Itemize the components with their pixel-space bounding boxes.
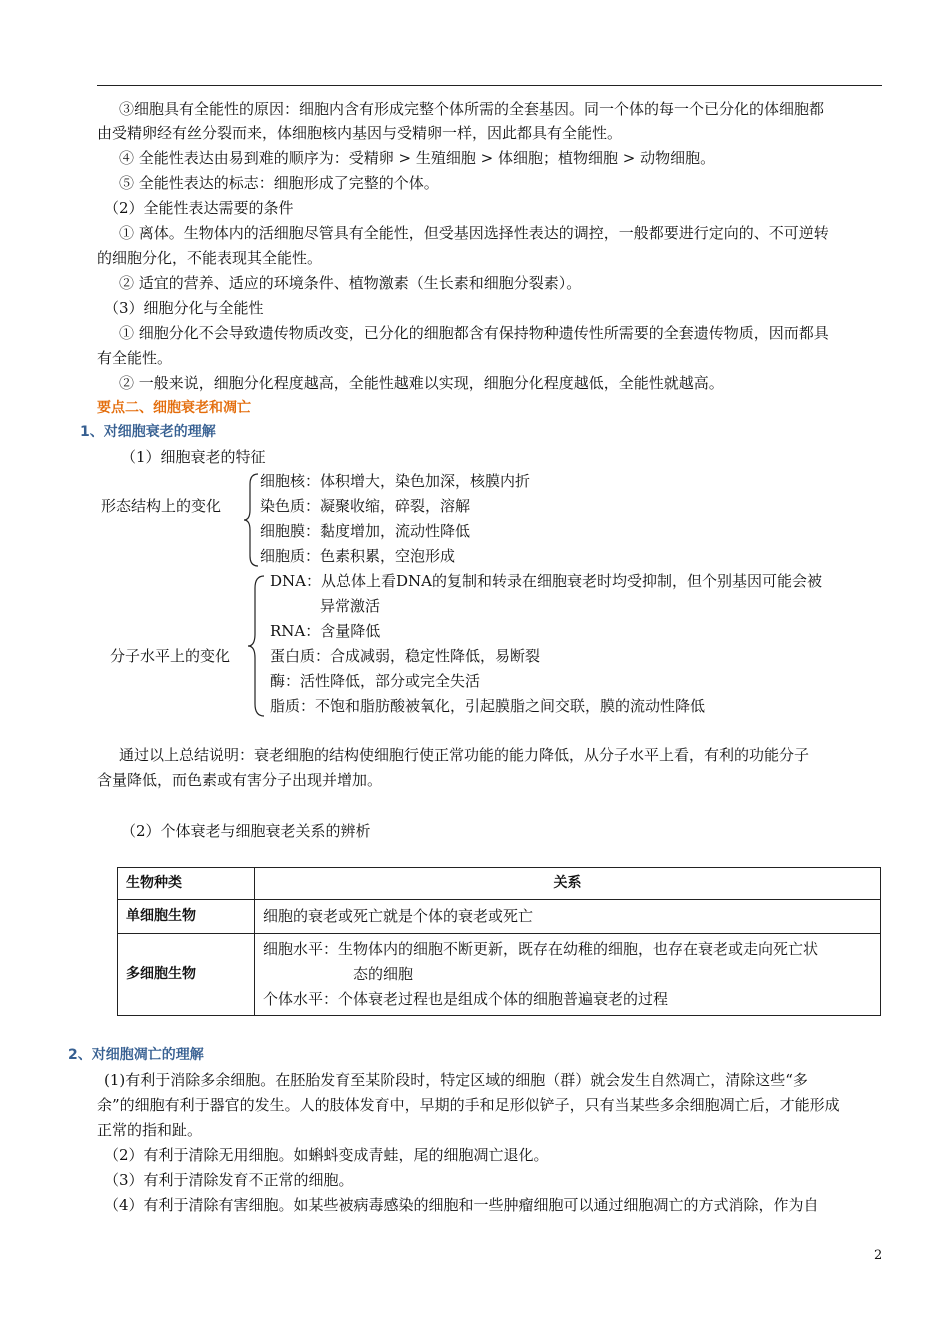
para-line: 的细胞分化，不能表现其全能性。 (97, 249, 323, 267)
table-cell: 多细胞生物 (118, 934, 255, 1016)
cell-line: 细胞水平：生物体内的细胞不断更新，既存在幼稚的细胞，也存在衰老或走向死亡状 (263, 940, 819, 958)
para-line: ⑤ 全能性表达的标志：细胞形成了完整的个体。 (119, 174, 439, 192)
morph-item: 细胞质：色素积累，空泡形成 (260, 547, 456, 565)
para-line: 有全能性。 (97, 349, 173, 367)
table-cell (255, 934, 881, 1016)
apop-line: 正常的指和趾。 (97, 1121, 203, 1139)
table-header-cell: 关系 (255, 868, 881, 900)
mol-label: 分子水平上的变化 (110, 647, 231, 665)
subsection-title: 2、对细胞凋亡的理解 (68, 1047, 204, 1063)
morph-item: 细胞膜：黏度增加，流动性降低 (260, 522, 471, 540)
apop-line: （2）有利于清除无用细胞。如蝌蚪变成青蛙，尾的细胞凋亡退化。 (104, 1146, 549, 1164)
relation-table (117, 867, 881, 1016)
mol-item: 酶：活性降低，部分或完全失活 (270, 672, 481, 690)
apop-line: （3）有利于清除发育不正常的细胞。 (104, 1171, 354, 1189)
apop-line: 余”的细胞有利于器官的发生。人的肢体发育中，早期的手和足形似铲子，只有当某些多余细胞凋亡后，才能形成 (97, 1096, 840, 1114)
para-line: ④ 全能性表达由易到难的顺序为：受精卵 > 生殖细胞 > 体细胞；植物细胞 > 动物细胞。 (119, 149, 716, 167)
para-heading: （3）细胞分化与全能性 (104, 299, 264, 317)
page-number: 2 (874, 1248, 883, 1263)
para-line: ③细胞具有全能性的原因：细胞内含有形成完整个体所需的全套基因。同一个体的每一个已分化的体细胞都 (119, 100, 825, 118)
para-line: ① 离体。生物体内的活细胞尽管具有全能性，但受基因选择性表达的调控，一般都要进行定向的、不可逆转 (119, 224, 829, 242)
table-header-cell: 生物种类 (118, 868, 255, 900)
header-rule (97, 85, 882, 86)
cell-line: 态的细胞 (353, 965, 414, 983)
para-line: ② 适宜的营养、适应的环境条件、植物激素（生长素和细胞分裂素）。 (119, 274, 582, 292)
summary-line: 含量降低，而色素或有害分子出现并增加。 (97, 771, 383, 789)
table-row (118, 934, 881, 1016)
mol-item-cont: 异常激活 (320, 597, 381, 615)
cell-line: 个体水平：个体衰老过程也是组成个体的细胞普遍衰老的过程 (263, 990, 669, 1008)
para-line: ② 一般来说，细胞分化程度越高，全能性越难以实现，细胞分化程度越低，全能性就越高。 (119, 374, 724, 392)
section-title: 要点二、细胞衰老和凋亡 (97, 400, 251, 416)
para-heading: （2）全能性表达需要的条件 (104, 199, 294, 217)
morph-item: 细胞核：体积增大，染色加深，核膜内折 (260, 472, 531, 490)
apop-line: （4）有利于清除有害细胞。如某些被病毒感染的细胞和一些肿瘤细胞可以通过细胞凋亡的方式消除，作为自 (104, 1196, 819, 1214)
mol-item: 蛋白质：合成减弱，稳定性降低，易断裂 (270, 647, 541, 665)
morph-item: 染色质：凝聚收缩，碎裂，溶解 (260, 497, 471, 515)
mol-item: DNA：从总体上看DNA的复制和转录在细胞衰老时均受抑制，但个别基因可能会被 (270, 572, 822, 590)
table-cell: 细胞的衰老或死亡就是个体的衰老或死亡 (255, 900, 881, 934)
para-line: ① 细胞分化不会导致遗传物质改变，已分化的细胞都含有保持物种遗传性所需要的全套遗传物质，因而都具 (119, 324, 829, 342)
feature-title: （1）细胞衰老的特征 (121, 448, 266, 466)
mol-item: RNA：含量降低 (270, 622, 381, 640)
para-line: 由受精卵经有丝分裂而来，体细胞核内基因与受精卵一样，因此都具有全能性。 (97, 124, 623, 142)
mol-brace (248, 574, 266, 720)
mol-item: 脂质：不饱和脂肪酸被氧化，引起膜脂之间交联，膜的流动性降低 (270, 697, 706, 715)
table-cell: 单细胞生物 (118, 900, 255, 934)
subsection-title: 1、对细胞衰老的理解 (80, 424, 216, 440)
apop-line: (1)有利于消除多余细胞。在胚胎发育至某阶段时，特定区域的细胞（群）就会发生自然凋亡，清除这些“多 (104, 1071, 808, 1089)
table-row (118, 900, 881, 934)
summary-line: 通过以上总结说明：衰老细胞的结构使细胞行使正常功能的能力降低，从分子水平上看，有利的功能分子 (119, 746, 810, 764)
relation-title: （2）个体衰老与细胞衰老关系的辨析 (121, 822, 371, 840)
morph-label: 形态结构上的变化 (101, 497, 222, 515)
morph-brace (244, 472, 260, 568)
table-row (118, 868, 881, 900)
